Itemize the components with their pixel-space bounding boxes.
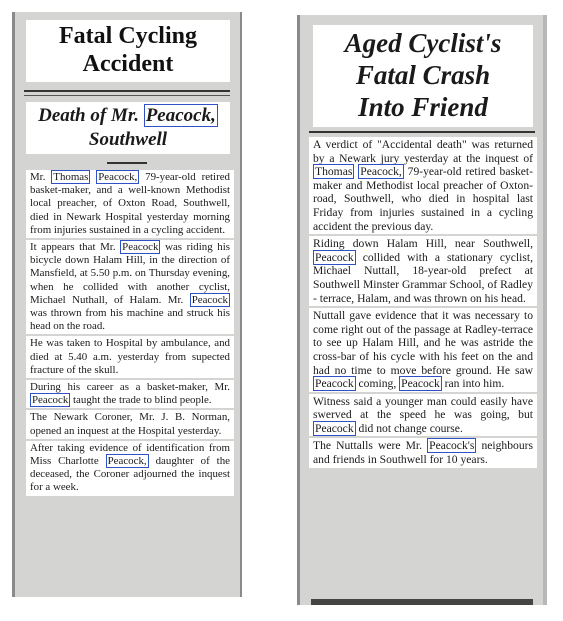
text-run: Witness said a younger man could easily have swerved at the speed he was going, but xyxy=(313,394,533,422)
next-article-headline-fragment xyxy=(311,599,533,605)
right-headline xyxy=(313,25,533,127)
right-news-clipping xyxy=(297,15,547,605)
left-paragraph-5: The Newark Coroner, Mr. J. B. Norman, opened an inquest at the Hospital yesterday. xyxy=(26,410,234,438)
text-run: collided with a stationary cyclist, Michael Nuttall, 18-year-old prefect at Southwell Minster Grammar School, of Radley - terrace, Halam, and was thrown on his head. xyxy=(313,250,533,305)
highlight-peacock: Peacock xyxy=(122,241,159,254)
headline-rule xyxy=(309,131,535,133)
text-run: During his career as a basket-maker, Mr. xyxy=(30,381,230,394)
clipping-edge xyxy=(12,12,15,597)
left-paragraph-2 xyxy=(26,240,234,334)
text-run: A verdict of "Accidental death" was returned by a Newark jury yesterday at the inquest of xyxy=(313,138,533,165)
text-run: 79-year-old retired basket-maker, and a well-known Methodist local preacher, of Oxton Road, Southwell, died in Newark Hospital yesterday morning from injuries sustained in a cycling accident. xyxy=(30,171,230,236)
highlight-peacock: Peacock xyxy=(315,377,354,391)
left-headline-line-1: Fatal Cycling xyxy=(59,23,197,49)
right-headline-line-1: Aged Cyclist's xyxy=(344,28,502,58)
left-subhead-text-2: Southwell xyxy=(88,129,168,150)
headline-rule xyxy=(24,90,230,92)
text-run: Mr. xyxy=(30,171,52,183)
right-paragraph-1 xyxy=(309,137,537,234)
text-run: Riding down Halam Hill, near Southwell, xyxy=(313,237,533,251)
clipping-edge xyxy=(297,15,300,605)
right-paragraph-4 xyxy=(309,394,537,437)
text-run: It appears that Mr. xyxy=(30,241,121,254)
right-paragraph-5 xyxy=(309,438,537,467)
highlight-peacock: Peacock, xyxy=(360,165,402,179)
right-paragraph-2 xyxy=(309,236,537,306)
headline-rule-thin xyxy=(24,95,230,96)
left-paragraph-4 xyxy=(26,380,234,408)
left-paragraph-3: He was taken to Hospital by ambulance, and died at 5.40 a.m. yesterday from supected fracture of the skull. xyxy=(26,336,234,378)
column-rule xyxy=(543,15,547,605)
left-paragraph-1 xyxy=(26,170,234,238)
highlight-peacock: Peacock, xyxy=(98,171,138,183)
text-run: Nuttall gave evidence that it was necessary to come right out of the passage at Radley-terrace to see up Halam Hill, and he was astride the cross-bar of his cycle with his feet on the and had no time to move before ground. He saw xyxy=(313,309,533,377)
highlight-peacock: Peacock xyxy=(191,293,228,306)
highlight-peacock: Peacock, xyxy=(107,455,147,468)
left-news-clipping xyxy=(12,12,242,597)
highlight-peacock: Peacock xyxy=(32,394,69,407)
text-run: was riding his bicycle down Halam Hill, in the direction of Mansfield, at 5.50 p.m. on Thursday evening, when he collided with another cyclist, Michael Nuthall, of Halam. Mr. xyxy=(30,241,230,306)
highlight-peacock: Peacock xyxy=(315,421,354,435)
highlight-thomas: Thomas xyxy=(315,165,353,179)
left-subhead xyxy=(26,102,230,154)
text-run: neighbours and friends in Southwell for 10 years. xyxy=(313,439,533,467)
left-headline-line-2: Accident xyxy=(82,51,174,77)
text-run: ran into him. xyxy=(441,377,505,391)
highlight-peacock: Peacock, xyxy=(145,105,216,126)
left-paragraph-6 xyxy=(26,441,234,496)
left-subhead-text: Death of Mr. xyxy=(38,105,144,126)
right-paragraph-3 xyxy=(309,308,537,392)
text-run: After taking evidence of identification from Miss Charlotte xyxy=(30,441,230,468)
section-rule xyxy=(107,162,147,164)
highlight-thomas: Thomas xyxy=(53,171,89,183)
left-headline xyxy=(26,20,230,82)
text-run: was thrown from his machine and struck his head on the road. xyxy=(30,307,230,333)
text-run: The Nuttalls were Mr. xyxy=(313,439,428,453)
text-run: taught the trade to blind people. xyxy=(70,394,212,407)
highlight-peacocks: Peacock's xyxy=(429,439,475,453)
right-headline-line-3: Into Friend xyxy=(358,92,488,122)
text-run: 79-year-old retired basket-maker and Methodist local preacher of Oxton-road, Southwell, who died in hospital last Friday from injuries sustained in a cycling accident the previous day. xyxy=(313,165,533,233)
clipping-edge xyxy=(240,12,242,597)
text-run: did not change course. xyxy=(355,421,463,435)
text-run: daughter of the deceased, the Coroner adjourned the inquest for a week. xyxy=(30,455,230,494)
highlight-peacock: Peacock xyxy=(401,377,440,391)
right-headline-line-2: Fatal Crash xyxy=(355,60,491,90)
text-run: coming, xyxy=(355,377,400,391)
highlight-peacock: Peacock xyxy=(315,250,354,264)
